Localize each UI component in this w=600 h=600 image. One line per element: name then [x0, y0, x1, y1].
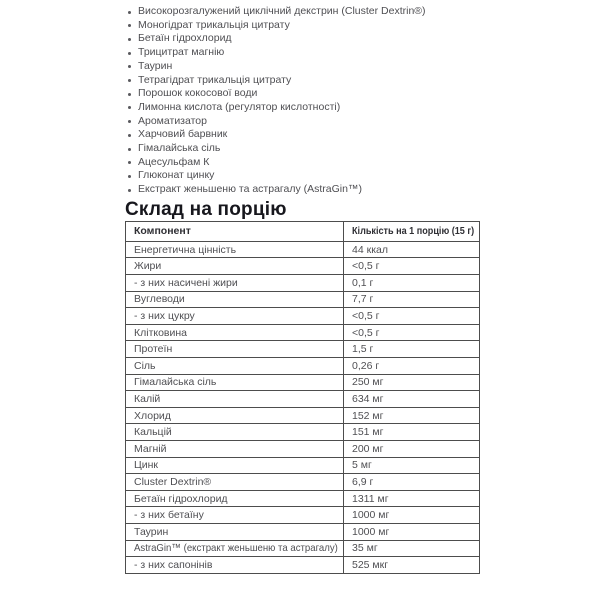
ingredient-label: Таурин — [138, 59, 173, 72]
amount-cell: 7,7 г — [344, 291, 480, 308]
list-item — [128, 74, 600, 88]
amount-cell: 5 мг — [344, 457, 480, 474]
table-row — [126, 407, 480, 424]
amount-cell: 6,9 г — [344, 474, 480, 491]
amount-cell: 1000 мг — [344, 523, 480, 540]
bullet-icon — [128, 79, 131, 82]
bullet-icon — [128, 52, 131, 55]
table-row — [126, 424, 480, 441]
table-row — [126, 490, 480, 507]
table-row — [126, 258, 480, 275]
component-cell: Сіль — [126, 358, 344, 375]
amount-cell: 1311 мг — [344, 490, 480, 507]
table-row — [126, 308, 480, 325]
ingredient-label: Глюконат цинку — [138, 169, 215, 182]
component-cell: AstraGin™ (екстракт женьшеню та астрагалу) — [126, 540, 344, 557]
component-cell: - з них сапонінів — [126, 557, 344, 574]
bullet-icon — [128, 120, 131, 123]
list-item — [128, 169, 600, 183]
ingredient-label: Тетрагідрат трикальція цитрату — [138, 73, 292, 86]
component-cell: Магній — [126, 440, 344, 457]
table-row — [126, 457, 480, 474]
bullet-icon — [128, 24, 131, 27]
amount-cell: 200 мг — [344, 440, 480, 457]
ingredient-label: Ацесульфам К — [138, 155, 210, 168]
bullet-icon — [128, 134, 131, 137]
list-item — [128, 87, 600, 101]
list-item — [128, 19, 600, 33]
component-cell: - з них цукру — [126, 308, 344, 325]
component-cell: Протеїн — [126, 341, 344, 358]
bullet-icon — [128, 106, 131, 109]
bullet-icon — [128, 175, 131, 178]
table-row — [126, 341, 480, 358]
amount-cell: 250 мг — [344, 374, 480, 391]
amount-cell: <0,5 г — [344, 308, 480, 325]
amount-cell: 1,5 г — [344, 341, 480, 358]
amount-cell: 44 ккал — [344, 241, 480, 258]
amount-cell: 151 мг — [344, 424, 480, 441]
list-item — [128, 156, 600, 170]
ingredient-label: Моногідрат трикальція цитрату — [138, 18, 290, 31]
ingredients-list — [125, 5, 600, 197]
table-header-amount: Кількість на 1 порцію (15 г) — [344, 221, 480, 241]
table-row — [126, 374, 480, 391]
amount-cell: 0,1 г — [344, 275, 480, 292]
ingredient-label: Лимонна кислота (регулятор кислотності) — [138, 100, 341, 113]
ingredient-label: Харчовий барвник — [138, 128, 228, 141]
table-row — [126, 557, 480, 574]
ingredient-label: Екстракт женьшеню та астрагалу (AstraGin™) — [138, 183, 362, 196]
list-item — [128, 60, 600, 74]
table-row — [126, 440, 480, 457]
component-cell: Кальцій — [126, 424, 344, 441]
component-cell: Таурин — [126, 523, 344, 540]
bullet-icon — [128, 148, 131, 151]
amount-cell: 525 мкг — [344, 557, 480, 574]
list-item — [128, 142, 600, 156]
table-row — [126, 291, 480, 308]
amount-cell: 0,26 г — [344, 358, 480, 375]
amount-cell: 634 мг — [344, 391, 480, 408]
amount-cell: 35 мг — [344, 540, 480, 557]
component-cell: Гімалайська сіль — [126, 374, 344, 391]
ingredient-label: Ароматизатор — [138, 114, 207, 127]
amount-cell: <0,5 г — [344, 324, 480, 341]
table-row — [126, 358, 480, 375]
section-title: Склад на порцію — [125, 198, 287, 220]
component-cell: Бетаїн гідрохлорид — [126, 490, 344, 507]
ingredient-label: Бетаїн гідрохлорид — [138, 32, 232, 45]
bullet-icon — [128, 11, 131, 14]
table-header-row — [126, 221, 480, 241]
list-item — [128, 101, 600, 115]
ingredient-label: Порошок кокосової води — [138, 87, 258, 100]
table-row — [126, 275, 480, 292]
amount-cell: 1000 мг — [344, 507, 480, 524]
component-cell: Клітковина — [126, 324, 344, 341]
table-row — [126, 391, 480, 408]
bullet-icon — [128, 189, 131, 192]
bullet-icon — [128, 65, 131, 68]
component-cell: Калій — [126, 391, 344, 408]
component-cell: Вуглеводи — [126, 291, 344, 308]
component-cell: - з них насичені жири — [126, 275, 344, 292]
bullet-icon — [128, 93, 131, 96]
list-item — [128, 128, 600, 142]
table-row — [126, 474, 480, 491]
list-item — [128, 5, 600, 19]
bullet-icon — [128, 38, 131, 41]
ingredient-label: Гімалайська сіль — [138, 142, 221, 155]
component-cell: - з них бетаїну — [126, 507, 344, 524]
amount-cell: <0,5 г — [344, 258, 480, 275]
table-row — [126, 540, 480, 557]
amount-cell: 152 мг — [344, 407, 480, 424]
table-row — [126, 507, 480, 524]
table-row — [126, 523, 480, 540]
component-cell: Енергетична цінність — [126, 241, 344, 258]
ingredient-label: Високорозгалужений циклічний декстрин (Cluster Dextrin®) — [138, 5, 426, 17]
bullet-icon — [128, 161, 131, 164]
list-item — [128, 32, 600, 46]
component-cell: Цинк — [126, 457, 344, 474]
component-cell: Жири — [126, 258, 344, 275]
ingredient-label: Трицитрат магнію — [138, 46, 225, 59]
component-cell: Cluster Dextrin® — [126, 474, 344, 491]
table-row — [126, 324, 480, 341]
list-item — [128, 183, 600, 197]
nutrition-table — [125, 221, 480, 574]
component-cell: Хлорид — [126, 407, 344, 424]
table-row — [126, 241, 480, 258]
list-item — [128, 115, 600, 129]
table-header-component: Компонент — [126, 221, 344, 241]
list-item — [128, 46, 600, 60]
